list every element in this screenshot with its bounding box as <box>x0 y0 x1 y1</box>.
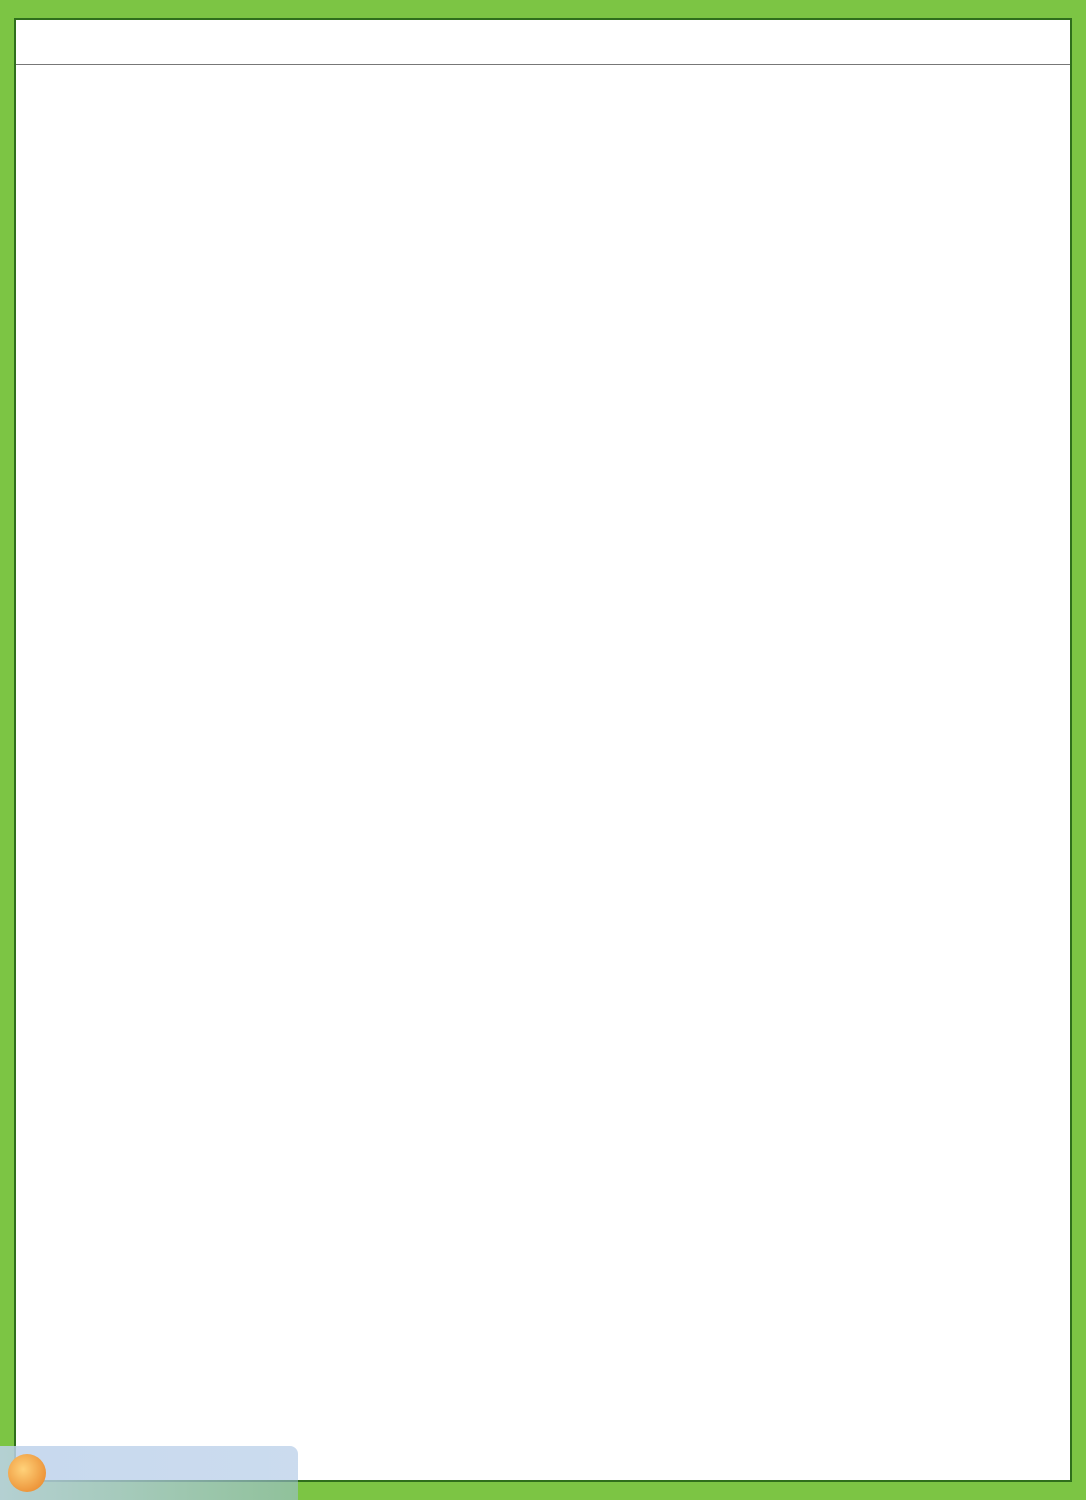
page-title <box>16 20 1070 65</box>
stat-sheet <box>14 18 1072 1482</box>
watermark-logo <box>0 1446 298 1500</box>
logo-icon <box>8 1454 46 1492</box>
